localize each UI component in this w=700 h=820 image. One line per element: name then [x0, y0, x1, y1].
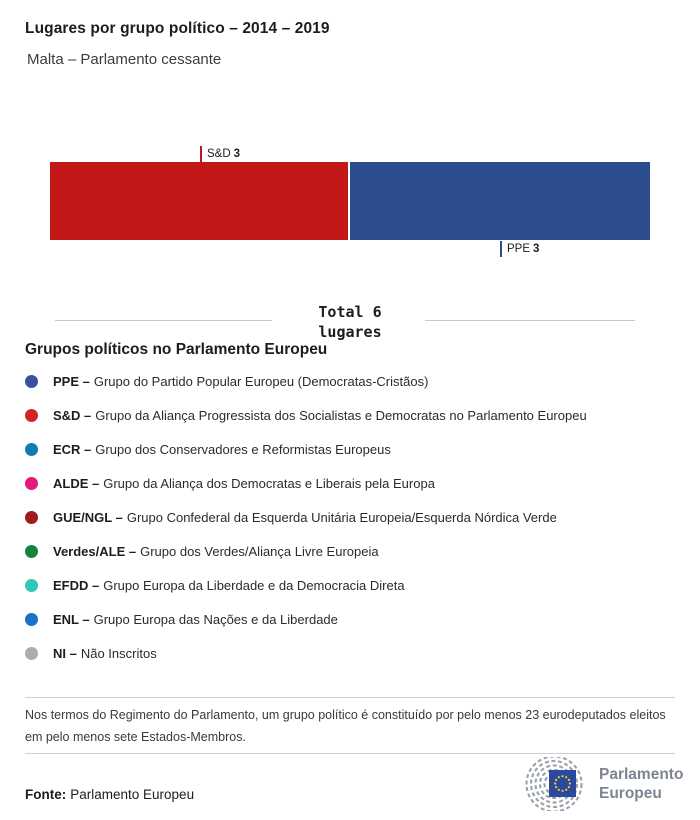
footnote-text: Nos termos do Regimento do Parlamento, um grupo político é constituído por pelo menos 23 eurodeputados eleitos em pelo menos sete Estados-Membros. — [25, 708, 666, 744]
page-title: Lugares por grupo político – 2014 – 2019 — [25, 20, 330, 37]
legend-item-label: ENL – Grupo Europa das Nações e da Liberdade — [53, 611, 338, 627]
source-line — [25, 787, 194, 802]
bar-segment-ppe — [350, 162, 650, 240]
source-divider — [25, 753, 675, 754]
callout-label: S&D 3 — [207, 148, 241, 160]
callout-tick — [500, 241, 502, 257]
total-seats-line1: Total 6 — [318, 303, 382, 321]
legend-color-dot — [25, 545, 38, 558]
bar-track — [50, 162, 650, 240]
legend-item — [25, 500, 675, 534]
total-seats-line2: lugares — [318, 323, 382, 341]
legend-item — [25, 432, 675, 466]
legend-item-label: PPE – Grupo do Partido Popular Europeu (Democratas-Cristãos) — [53, 373, 429, 389]
bar-callout-sd — [200, 146, 240, 162]
legend-item — [25, 398, 675, 432]
european-parliament-logo-icon — [518, 757, 596, 811]
legend-color-dot — [25, 579, 38, 592]
footnote-divider — [25, 697, 675, 698]
legend-color-dot — [25, 647, 38, 660]
legend-item-label: Verdes/ALE – Grupo dos Verdes/Aliança Livre Europeia — [53, 543, 379, 559]
eu-flag-icon — [549, 770, 576, 797]
bar-segment-sd — [50, 162, 350, 240]
legend-item-label: GUE/NGL – Grupo Confederal da Esquerda Unitária Europeia/Esquerda Nórdica Verde — [53, 509, 557, 525]
legend-color-dot — [25, 443, 38, 456]
source-value: Parlamento Europeu — [70, 787, 195, 802]
logo-text-line2: Europeu — [599, 785, 662, 802]
legend-item — [25, 636, 675, 670]
source-label: Fonte: — [25, 787, 67, 802]
legend-item-label: ALDE – Grupo da Aliança dos Democratas e Liberais pela Europa — [53, 475, 435, 491]
legend-color-dot — [25, 375, 38, 388]
legend-list — [25, 364, 675, 670]
callout-label: PPE 3 — [507, 243, 540, 255]
legend-color-dot — [25, 511, 38, 524]
total-divider-left — [55, 320, 272, 321]
page-subtitle: Malta – Parlamento cessante — [27, 51, 222, 68]
legend-color-dot — [25, 477, 38, 490]
legend-item — [25, 364, 675, 398]
legend-item-label: EFDD – Grupo Europa da Liberdade e da Democracia Direta — [53, 577, 405, 593]
stacked-bar-chart — [50, 140, 650, 264]
legend-color-dot — [25, 613, 38, 626]
logo-text-line1: Parlamento — [599, 766, 684, 783]
bar-callout-ppe — [500, 241, 539, 257]
legend-item — [25, 568, 675, 602]
legend-item-label: ECR – Grupo dos Conservadores e Reformistas Europeus — [53, 441, 391, 457]
callout-tick — [200, 146, 202, 162]
total-divider-right — [425, 320, 635, 321]
european-parliament-logo-text — [599, 765, 683, 803]
legend-item-label: S&D – Grupo da Aliança Progressista dos Socialistas e Democratas no Parlamento Europeu — [53, 407, 587, 423]
legend-item — [25, 602, 675, 636]
total-seats-label — [285, 302, 415, 342]
legend-item-label: NI – Não Inscritos — [53, 645, 157, 661]
legend-color-dot — [25, 409, 38, 422]
legend-heading: Grupos políticos no Parlamento Europeu — [25, 341, 328, 358]
legend-item — [25, 534, 675, 568]
legend-item — [25, 466, 675, 500]
